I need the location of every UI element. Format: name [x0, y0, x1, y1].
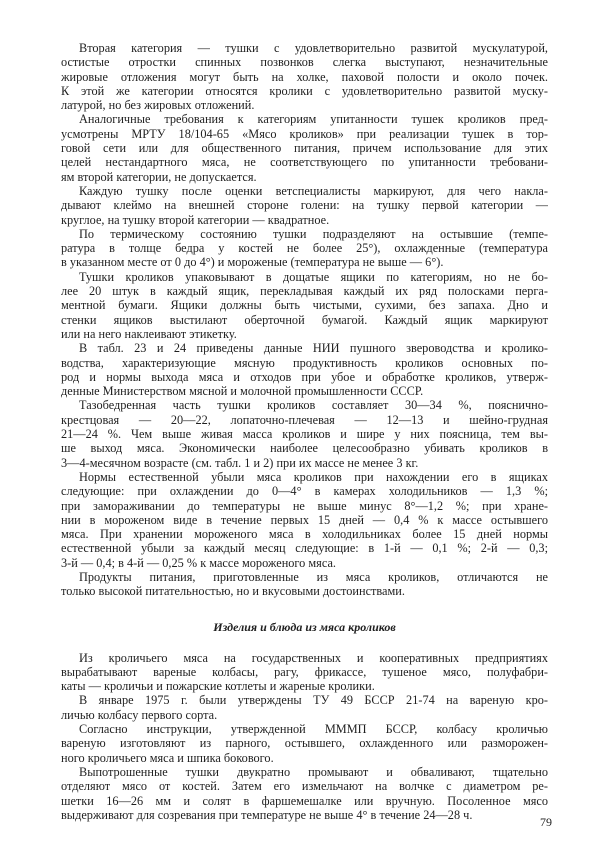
text-line: Нормы естественной убыли мяса кроликов при нахождении его в ящиках: [79, 469, 548, 484]
text-line: говой сети или для общественного питания, причем использование для этих: [61, 141, 548, 156]
text-line: отделяют мясо от костей. Затем его измельчают на волчке с диаметром ре-: [61, 779, 548, 794]
text-line: в указанном месте от 0 до 4°) и мороженые (температура не выше — 6°).: [61, 255, 444, 270]
text-line: круглое, на тушку второй категории — квадратное.: [61, 212, 330, 227]
text-line: Аналогичные требования к категориям упитанности тушек кроликов пред-: [79, 112, 548, 127]
text-line: дывают клеймо на внешней стороне голени: на тушку первой категории —: [61, 198, 548, 213]
text-line: латурой, но без жировых отложений.: [61, 98, 255, 113]
text-line: ного кроличьего мяса и шпика бокового.: [61, 750, 274, 765]
paragraph: [61, 398, 548, 469]
text-line: ше выход мяса. Экономически наиболее целесообразно убивать кроликов в: [61, 441, 548, 456]
paragraph: [61, 470, 548, 570]
text-line: Каждую тушку после оценки ветспециалисты маркируют, для чего накла-: [79, 183, 548, 198]
text-line: ям второй категории, не допускается.: [61, 169, 257, 184]
text-line: стенки ящиков выстилают оберточной бумагой. Каждый ящик маркируют: [61, 312, 548, 327]
section-rabbit-meat-products: [61, 651, 548, 823]
text-line: Тазобедренная часть тушки кроликов составляет 30—34 %, пояснично-: [79, 398, 548, 413]
text-line: Тушки кроликов упаковывают в дощатые ящики по категориям, но не бо-: [79, 269, 548, 284]
page-body: [61, 41, 548, 822]
text-line: следующие: при охлаждении до 0—4° в камерах холодильников — 1,3 %;: [61, 484, 548, 499]
paragraph: [61, 227, 548, 270]
text-line: В табл. 23 и 24 приведены данные НИИ пушного звероводства и кролико-: [79, 341, 548, 356]
text-line: ратура в толще бедра у костей не более 25°), охлажденные (температура: [61, 241, 548, 256]
paragraph: [61, 765, 548, 822]
text-line: каты — кроличьи и пожарские котлеты и жареные кролики.: [61, 679, 375, 694]
page-number: 79: [540, 815, 552, 829]
paragraph: [61, 651, 548, 694]
paragraph: [61, 184, 548, 227]
text-line: крестцовая — 20—22, лопаточно-плечевая — 12—13 и шейно-грудная: [61, 412, 548, 427]
text-line: или на него наклеивают этикетку.: [61, 326, 237, 341]
text-line: остистые отростки спинных позвонков слегка выступают, незначительные: [61, 55, 548, 70]
text-line: усмотрены МРТУ 18/104-65 «Мясо кроликов» при реализации тушек в тор-: [61, 126, 548, 141]
text-line: при замораживании до температуры не выше минус 8°—1,2 %; при хране-: [61, 498, 548, 513]
text-line: денные Министерством мясной и молочной промышленности СССР.: [61, 384, 424, 399]
paragraph: [61, 270, 548, 341]
paragraph: [61, 722, 548, 765]
section-heading: Изделия и блюда из мяса кроликов: [213, 619, 396, 634]
text-line: выдерживают для созревания при температуре не выше 4° в течение 24—28 ч.: [61, 807, 473, 822]
text-line: По термическому состоянию тушки подразделяют на остывшие (темпе-: [79, 226, 548, 241]
text-line: Вторая категория — тушки с удовлетворительно развитой мускулатурой,: [79, 41, 548, 55]
text-line: 3—4-месячном возрасте (см. табл. 1 и 2) при их массе не менее 3 кг.: [61, 455, 419, 470]
text-line: 3-й — 0,4; в 4-й — 0,25 % к массе мороженого мяса.: [61, 555, 336, 570]
paragraph: [61, 41, 548, 112]
text-line: личью колбасу первого сорта.: [61, 707, 218, 722]
text-line: Продукты питания, приготовленные из мяса кроликов, отличаются не: [79, 569, 548, 584]
section-rabbit-carcass-processing: [61, 41, 548, 599]
text-line: ментной бумаги. Ящики должны быть чистыми, сухими, без запаха. Дно и: [61, 298, 548, 313]
text-line: естественной убыли за каждый месяц следующие: в 1-й — 0,1 %; 2-й — 0,3;: [61, 541, 548, 556]
text-line: Из кроличьего мяса на государственных и кооперативных предприятиях: [79, 650, 548, 665]
text-line: Согласно инструкции, утвержденной МММП БССР, колбасу кроличью: [79, 722, 548, 737]
text-line: вырабатывают вареные колбасы, рагу, фрикассе, тушеное мясо, полуфабри-: [61, 664, 548, 679]
text-line: мяса. При хранении мороженого мяса в холодильниках более 15 дней нормы: [61, 527, 548, 542]
text-line: шетки 16—26 мм и солят в фаршемешалке или вручную. Посоленное мясо: [61, 793, 548, 808]
text-line: только высокой питательностью, но и вкусовыми достоинствами.: [61, 584, 405, 599]
paragraph: [61, 112, 548, 183]
text-line: 21—24 %. Чем выше живая масса кроликов и шире у них поясница, тем вы-: [61, 427, 548, 442]
text-line: В январе 1975 г. были утверждены ТУ 49 БССР 21-74 на вареную кро-: [79, 693, 548, 708]
text-line: водства, характеризующие мясную продуктивность кроликов основных по-: [61, 355, 548, 370]
paragraph: [61, 341, 548, 398]
text-line: нии в мороженом виде в течение первых 15 дней — 0,4 % к массе остывшего: [61, 512, 548, 527]
paragraph: [61, 570, 548, 599]
text-line: вареную изготовляют из парного, остывшего, охлажденного или разморожен-: [61, 736, 548, 751]
paragraph: [61, 693, 548, 722]
text-line: Выпотрошенные тушки двукратно промывают и обваливают, тщательно: [79, 764, 548, 779]
text-line: целей нестандартного мяса, не соответствующего по упитанности требовани-: [61, 155, 548, 170]
text-line: лее 20 штук в каждый ящик, перекладывая каждый их ряд полосками перга-: [61, 284, 548, 299]
text-line: К этой же категории относятся кролики с удовлетворительно развитой муску-: [61, 83, 548, 98]
text-line: род и нормы выхода мяса и отходов при убое и обработке кроликов, утверж-: [61, 369, 548, 384]
text-line: жировые отложения могут быть на холке, паховой полости и около почек.: [61, 69, 548, 84]
